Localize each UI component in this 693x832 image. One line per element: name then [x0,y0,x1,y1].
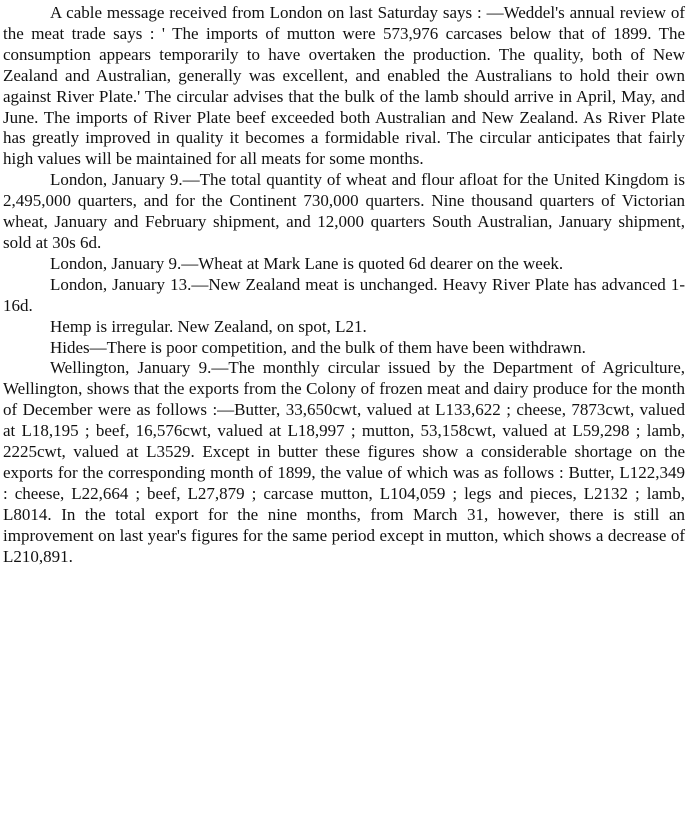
paragraph-mark-lane-wheat: London, January 9.—Wheat at Mark Lane is quoted 6d dearer on the week. [50,253,564,273]
paragraph-weddel-meat-review: A cable message received from London on last Saturday says : —Weddel's annual review of the meat trade says : ' The imports of mutton were 573,976 carcases below that of 1899. The consumption appears temporarily to have overtaken the production. The quality, both of New Zealand and Australian, generally was excellent, and enabled the Australians to hold their own against River Plate.' The circular advises that the bulk of the lamb should arrive in April, May, and June. The imports of River Plate beef exceeded both Australian and New Zealand. As River Plate has greatly improved in quality it becomes a formidable rival. The circular anticipates that fairly high values will be maintained for all meats for some months. [3,3,685,169]
paragraph-wheat-afloat: London, January 9.—The total quantity of wheat and flour afloat for the United Kingdom is 2,495,000 quarters, and for the Continent 730,000 quarters. Nine thousand quarters of Victorian wheat, January and February shipment, and 12,000 quarters South Australian, January shipment, sold at 30s 6d. [3,170,685,252]
paragraph-hemp: Hemp is irregular. New Zealand, on spot, L21. [50,316,367,336]
paragraph-nz-meat: London, January 13.—New Zealand meat is unchanged. Heavy River Plate has advanced 1-16d. [3,274,685,315]
paragraph-hides: Hides—There is poor competition, and the bulk of them have been withdrawn. [50,337,586,357]
paragraph-wellington-exports: Wellington, January 9.—The monthly circular issued by the Department of Agriculture, Wellington, shows that the exports from the Colony of frozen meat and dairy produce for the month of December were as follows :—Butter, 33,650cwt, valued at L133,622 ; cheese, 7873cwt, valued at L18,195 ; beef, 16,576cwt, valued at L18,997 ; mutton, 53,158cwt, valued at L59,298 ; lamb, 2225cwt, valued at L3529. Except in butter these figures show a considerable shortage on the exports for the corresponding month of 1899, the value of which was as follows : Butter, L122,349 : cheese, L22,664 ; beef, L27,879 ; carcase mutton, L104,059 ; legs and pieces, L2132 ; lamb, L8014. In the total export for the nine months, from March 31, however, there is still an improvement on last year's figures for the same period except in mutton, which shows a decrease of L210,891. [3,358,685,566]
